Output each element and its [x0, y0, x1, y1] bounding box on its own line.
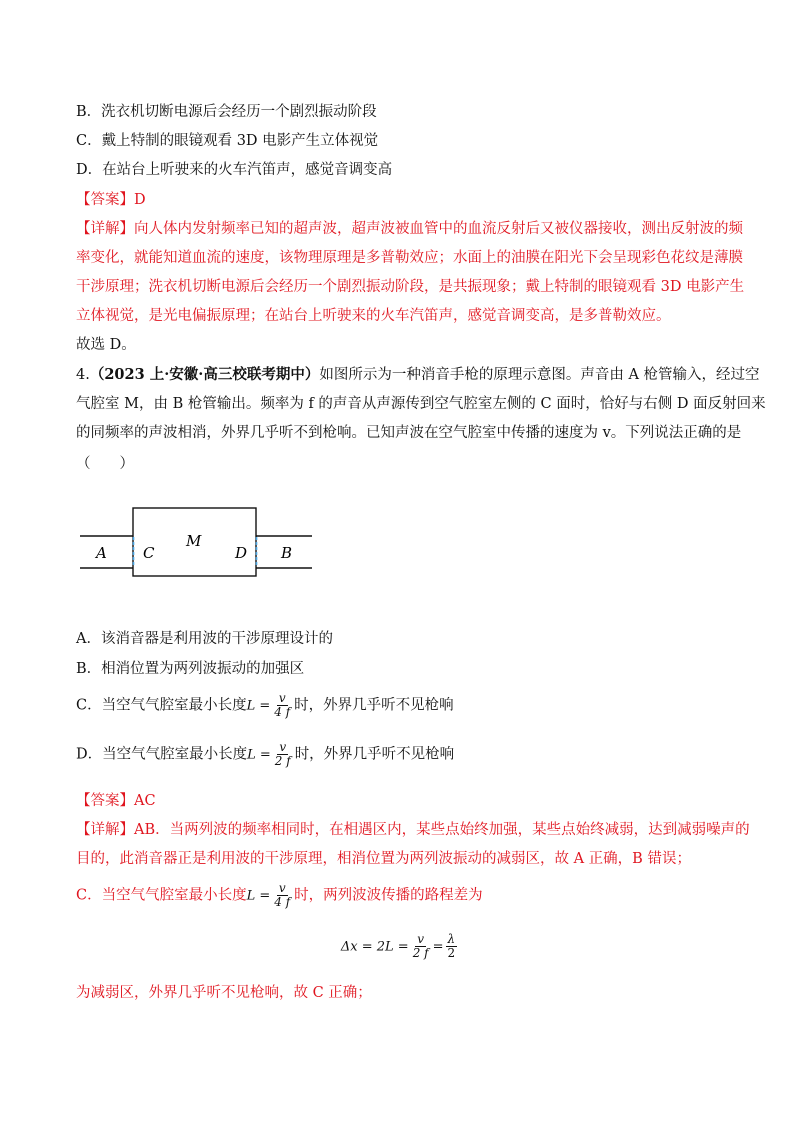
path-difference-equation: Δx = 2L = $\frac{v}{2 f}$ = $\frac{\lambda}{2}$: [340, 932, 456, 960]
question-blank: （ ）: [76, 456, 134, 472]
label-m: M: [186, 532, 202, 550]
question-line3: 的同频率的声波相消，外界几乎听不到枪响。已知声波在空气腔室中传播的速度为 v。下列说法正确的是: [76, 425, 742, 441]
prev-answer: 【答案】D: [76, 192, 146, 208]
option-a: A．该消音器是利用波的干涉原理设计的: [76, 631, 333, 647]
answer: 【答案】AC: [76, 793, 156, 809]
silencer-diagram: [80, 506, 320, 578]
option-b: B．相消位置为两列波振动的加强区: [76, 661, 305, 677]
prev-detail-line1: 【详解】向人体内发射频率已知的超声波，超声波被血管中的血流反射后又被仪器接收，测出反射波的频: [76, 221, 743, 237]
detail-fraction-v-over-4f: $\frac{v}{4 f}$: [274, 881, 291, 909]
label-a: A: [96, 544, 107, 562]
label-c: C: [143, 544, 155, 562]
detail-c-line: C．当空气气腔室最小长度L = $\frac{v}{4 f}$ 时，两列波波传播的路程差为: [76, 881, 483, 909]
prev-detail-line3: 干涉原理；洗衣机切断电源后会经历一个剧烈振动阶段，是共振现象；戴上特制的眼镜观看 3D 电影产生: [76, 279, 745, 295]
label-b: B: [281, 544, 293, 562]
prev-option-d: D．在站台上听驶来的火车汽笛声，感觉音调变高: [76, 162, 393, 178]
eq-fraction-v-over-2f: $\frac{v}{2 f}$: [412, 932, 429, 960]
detail-line2: 目的，此消音器正是利用波的干涉原理，相消位置为两列波振动的减弱区，故 A 正确，B 错误；: [76, 851, 691, 867]
question-source: （2023 上·安徽·高三校联考期中）: [89, 366, 320, 383]
detail-last-line: 为减弱区，外界几乎听不见枪响，故 C 正确；: [76, 985, 372, 1001]
prev-conclusion: 故选 D。: [76, 337, 136, 353]
question-line1: 4.（2023 上·安徽·高三校联考期中）如图所示为一种消音手枪的原理示意图。声音由 A 枪管输入，经过空: [76, 366, 760, 383]
option-d: D．当空气气腔室最小长度L = $\frac{v}{2 f}$ 时，外界几乎听不见枪响: [76, 740, 455, 768]
fraction-v-over-2f: $\frac{v}{2 f}$: [274, 740, 291, 768]
prev-detail-line2: 率变化，就能知道血流的速度，该物理原理是多普勒效应；水面上的油膜在阳光下会呈现彩色花纹是薄膜: [76, 250, 743, 266]
prev-detail-line4: 立体视觉，是光电偏振原理；在站台上听驶来的火车汽笛声，感觉音调变高，是多普勒效应。: [76, 308, 671, 324]
option-c: C．当空气气腔室最小长度L = $\frac{v}{4 f}$ 时，外界几乎听不见枪响: [76, 691, 454, 719]
question-line2: 气腔室 M，由 B 枪管输出。频率为 f 的声音从声源传到空气腔室左侧的 C 面时，恰好与右侧 D 面反射回来: [76, 396, 766, 412]
prev-option-b: B．洗衣机切断电源后会经历一个剧烈振动阶段: [76, 104, 377, 120]
fraction-v-over-4f: $\frac{v}{4 f}$: [274, 691, 291, 719]
eq-fraction-lambda-over-2: $\frac{\lambda}{2}$: [447, 932, 456, 960]
label-d: D: [235, 544, 248, 562]
prev-option-c: C．戴上特制的眼镜观看 3D 电影产生立体视觉: [76, 133, 379, 149]
detail-line1: 【详解】AB．当两列波的频率相同时，在相遇区内，某些点始终加强，某些点始终减弱，达到减弱噪声的: [76, 822, 750, 838]
